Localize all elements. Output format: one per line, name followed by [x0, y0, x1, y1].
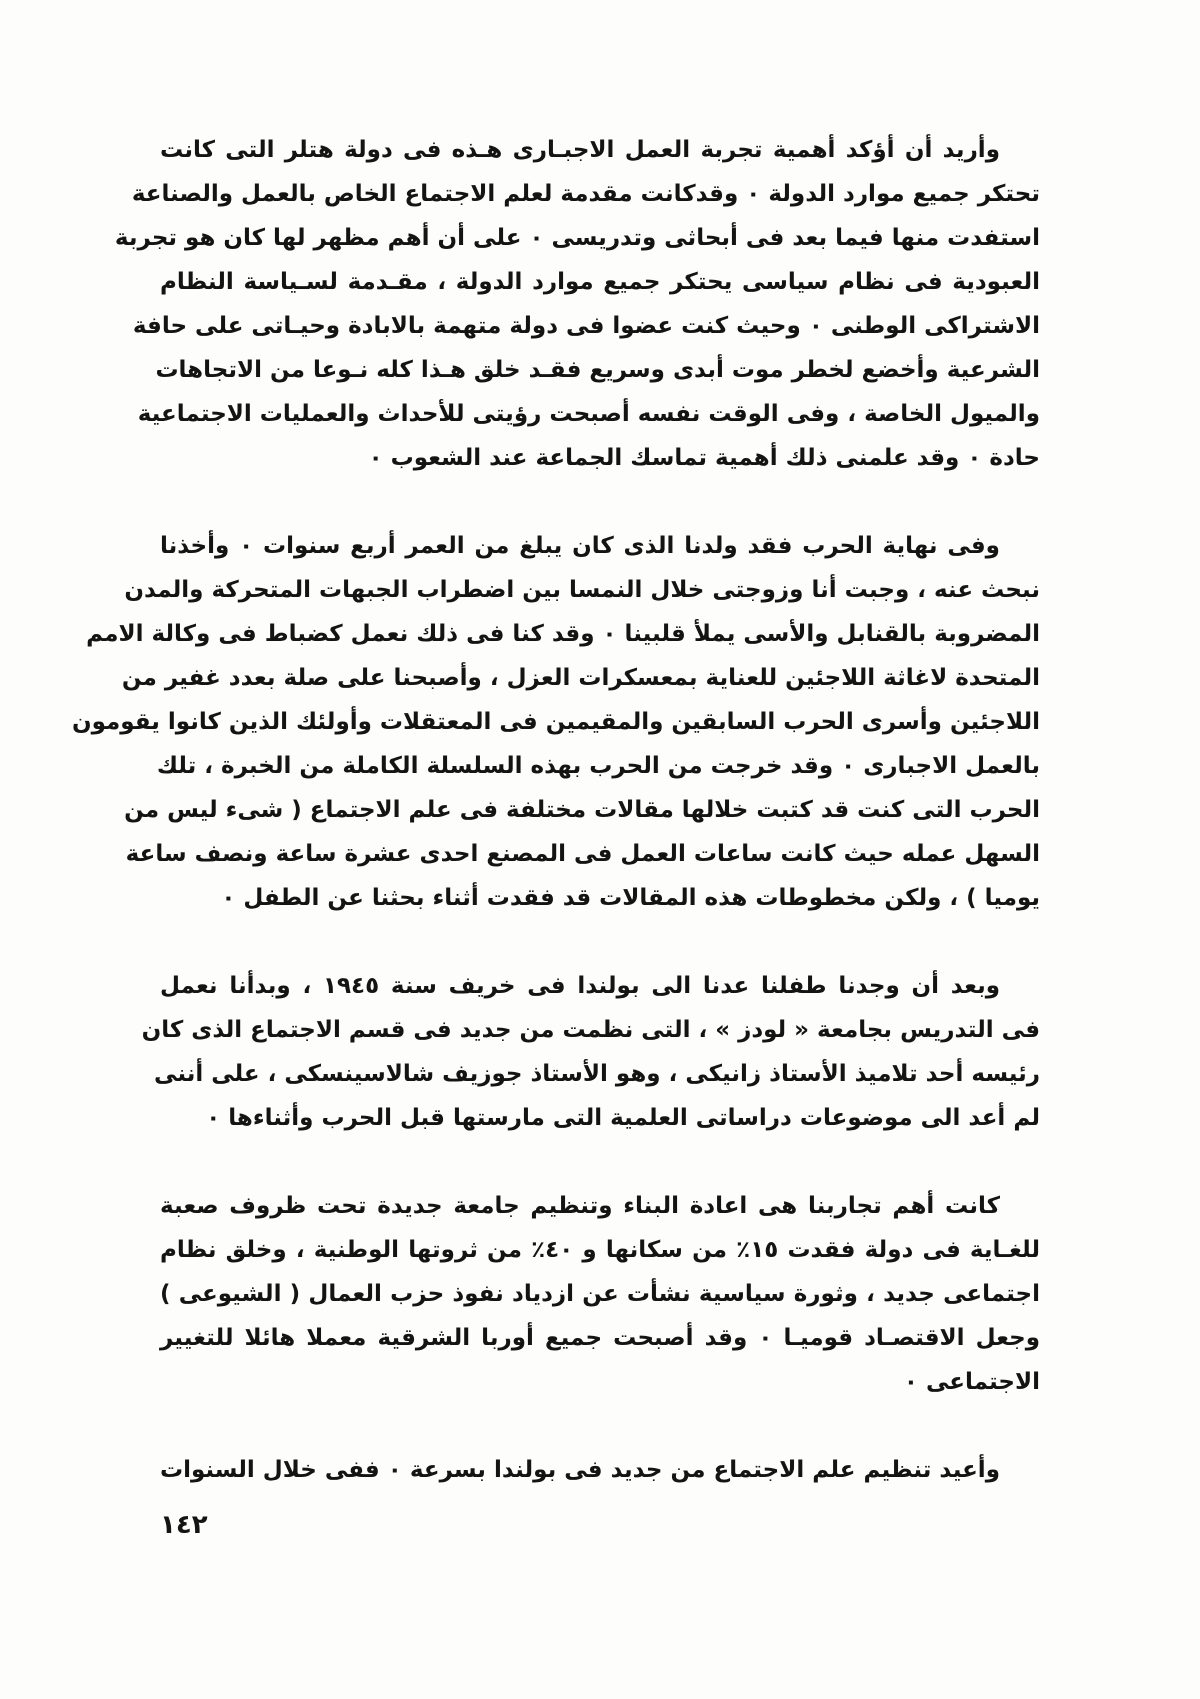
text-line: حادة ٠ وقد علمنى ذلك أهمية تماسك الجماعة عند الشعوب ٠ — [368, 445, 1040, 471]
page-number: ١٤٢ — [160, 1510, 208, 1540]
paragraph — [141, 964, 1040, 1140]
text-line: العبودية فى نظام سياسى يحتكر جميع موارد الدولة ، مقـدمة لسـياسة النظام — [160, 269, 1040, 295]
text-line: وفى نهاية الحرب فقد ولدنا الذى كان يبلغ من العمر أربع سنوات ٠ وأخذنا — [160, 533, 1000, 559]
text-line: الحرب التى كنت قد كتبت خلالها مقالات مختلفة فى علم الاجتماع ( شىء ليس من — [124, 797, 1040, 823]
paragraph — [160, 1448, 1040, 1492]
text-line: فى التدريس بجامعة « لودز » ، التى نظمت من جديد فى قسم الاجتماع الذى كان — [141, 1017, 1040, 1043]
text-line: وبعد أن وجدنا طفلنا عدنا الى بولندا فى خريف سنة ١٩٤٥ ، وبدأنا نعمل — [160, 973, 1001, 999]
text-line: تحتكر جميع موارد الدولة ٠ وقدكانت مقدمة لعلم الاجتماع الخاص بالعمل والصناعة — [131, 181, 1040, 207]
text-line: لم أعد الى موضوعات دراساتى العلمية التى مارستها قبل الحرب وأثناءها ٠ — [206, 1105, 1040, 1131]
text-line: وأريد أن أؤكد أهمية تجربة العمل الاجبـارى هـذه فى دولة هتلر التى كانت — [160, 137, 1000, 163]
text-line: رئيسه أحد تلاميذ الأستاذ زانيكى ، وهو الأستاذ جوزيف شالاسينسكى ، على أننى — [154, 1061, 1040, 1087]
paragraph — [114, 128, 1040, 480]
body-text — [71, 128, 1041, 1536]
paragraph — [160, 1184, 1040, 1404]
text-line: وجعل الاقتصـاد قوميـا ٠ وقد أصبحت جميع أوربا الشرقية معملا هائلا للتغيير — [160, 1325, 1041, 1351]
text-line: والميول الخاصة ، وفى الوقت نفسه أصبحت رؤيتى للأحداث والعمليات الاجتماعية — [137, 401, 1040, 427]
text-line: المتحدة لاغاثة اللاجئين للعناية بمعسكرات العزل ، وأصبحنا على صلة بعدد غفير من — [121, 665, 1040, 691]
text-line: بالعمل الاجبارى ٠ وقد خرجت من الحرب بهذه السلسلة الكاملة من الخبرة ، تلك — [156, 753, 1040, 779]
text-line: نبحث عنه ، وجبت أنا وزوجتى خلال النمسا بين اضطراب الجبهات المتحركة والمدن — [124, 577, 1040, 603]
text-line: المضروبة بالقنابل والأسى يملأ قلبينا ٠ وقد كنا فى ذلك نعمل كضباط فى وكالة الامم — [86, 621, 1040, 647]
text-line: الاشتراكى الوطنى ٠ وحيث كنت عضوا فى دولة متهمة بالابادة وحيـاتى على حافة — [132, 313, 1040, 339]
text-line: السهل عمله حيث كانت ساعات العمل فى المصنع احدى عشرة ساعة ونصف ساعة — [125, 841, 1040, 867]
text-line: اللاجئين وأسرى الحرب السابقين والمقيمين فى المعتقلات وأولئك الذين كانوا يقومون — [71, 709, 1040, 735]
text-line: استفدت منها فيما بعد فى أبحاثى وتدريسى ٠ على أن أهم مظهر لها كان هو تجربة — [114, 225, 1040, 251]
text-line: اجتماعى جديد ، وثورة سياسية نشأت عن ازدياد نفوذ حزب العمال ( الشيوعى ) — [160, 1281, 1040, 1307]
text-line: يوميا ) ، ولكن مخطوطات هذه المقالات قد فقدت أثناء بحثنا عن الطفل ٠ — [221, 885, 1040, 911]
text-line: الاجتماعى ٠ — [903, 1369, 1040, 1395]
text-line: كانت أهم تجاربنا هى اعادة البناء وتنظيم جامعة جديدة تحت ظروف صعبة — [160, 1193, 1000, 1219]
text-line: وأعيد تنظيم علم الاجتماع من جديد فى بولندا بسرعة ٠ ففى خلال السنوات — [160, 1457, 1000, 1483]
text-line: الشرعية وأخضع لخطر موت أبدى وسريع فقـد خلق هـذا كله نـوعا من الاتجاهات — [155, 357, 1040, 383]
paragraph — [71, 524, 1040, 920]
text-line: للغـاية فى دولة فقدت ١٥٪ من سكانها و ٤٠٪ من ثروتها الوطنية ، وخلق نظام — [160, 1237, 1041, 1263]
